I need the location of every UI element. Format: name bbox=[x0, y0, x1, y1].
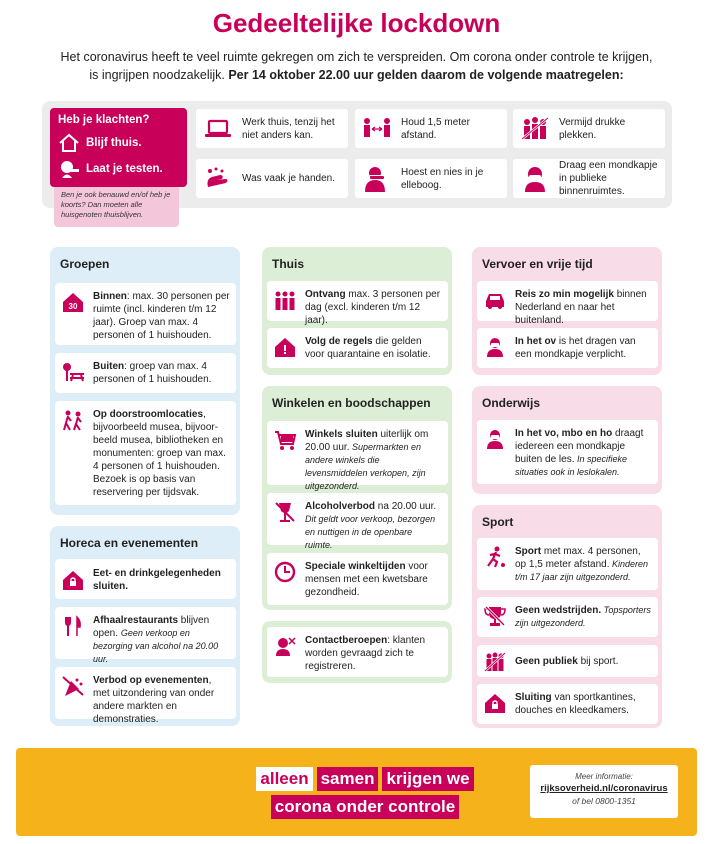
hairdresser-icon bbox=[273, 635, 297, 657]
vervoer-title: Vervoer en vrije tijd bbox=[482, 257, 593, 271]
card-vo-mbo-ho: In het vo, mbo en ho draagt iedereen een mondkapje buiten de les. In specifieke situaties ook in leslokalen. bbox=[477, 420, 658, 484]
sneeze-icon bbox=[361, 165, 393, 193]
measure-card-crowds: Vermijd drukke plekken. bbox=[513, 109, 665, 148]
runner-icon bbox=[483, 546, 507, 568]
card-wedstrijden: Geen wedstrijden. Topsporters zijn uitgezonderd. bbox=[477, 597, 658, 637]
card-buiten: Buiten: groep van max. 4 personen of 1 huishouden. bbox=[55, 353, 236, 393]
get-tested-text: Laat je testen. bbox=[86, 163, 163, 175]
measure-card-work-home: Werk thuis, tenzij het niet anders kan. bbox=[196, 109, 348, 148]
measure-card-handwash: Was vaak je handen. bbox=[196, 159, 348, 198]
mask-person-icon bbox=[483, 336, 507, 358]
card-binnen: 30 Binnen: max. 30 personen per ruimte (incl. kinderen t/m 12 jaar). Groep van max. 4 personen of 1 huishouden. bbox=[55, 283, 236, 345]
onderwijs-title: Onderwijs bbox=[482, 396, 541, 410]
laptop-icon bbox=[202, 115, 234, 143]
thuis-title: Thuis bbox=[272, 257, 304, 271]
card-sluiting: Sluiting van sportkantines, douches en kleedkamers. bbox=[477, 684, 658, 724]
card-regels: Volg de regels die gelden voor quarantaine en isolatie. bbox=[267, 328, 448, 368]
distance-icon bbox=[361, 115, 393, 143]
cutlery-icon bbox=[61, 615, 85, 637]
slogan bbox=[250, 767, 480, 823]
card-alcoholverbod: Alcoholverbod na 20.00 uur. Dit geldt voor verkoop, bezorgen en nuttigen in de openbare ruimte. bbox=[267, 493, 448, 545]
three-people-icon bbox=[273, 289, 297, 311]
handwash-icon bbox=[202, 165, 234, 193]
card-doorstroom: Op doorstroomlocaties, bijvoorbeeld musea, bijvoor-beeld musea, bibliotheken en monumenten: groep van max. 4 personen of 1 huishouden. Bezoek is op basis van reservering per tijdsvak. bbox=[55, 401, 236, 505]
house-lock-icon bbox=[483, 692, 507, 714]
shopping-cart-icon bbox=[273, 429, 297, 451]
mask-icon bbox=[519, 165, 551, 193]
stay-home-text: Blijf thuis. bbox=[86, 137, 142, 149]
page-title: Gedeeltelijke lockdown bbox=[212, 8, 501, 38]
groepen-title: Groepen bbox=[60, 257, 110, 271]
picnic-icon bbox=[61, 361, 85, 383]
no-events-icon bbox=[61, 675, 85, 697]
svg-text:30: 30 bbox=[68, 302, 78, 311]
intro-text: Het coronavirus heeft te veel ruimte gekregen om zich te verspreiden. Om corona onder controle te krijgen, is ingrijpen noodzakelijk. Per 14 oktober 22.00 uur gelden daarom de volgende maatregelen: bbox=[60, 50, 653, 82]
measure-card-mask: Draag een mondkapje in publieke binnenruimtes. bbox=[513, 159, 665, 198]
info-phone: of bel 0800-1351 bbox=[572, 796, 636, 806]
home-icon bbox=[58, 133, 80, 153]
measure-card-distance: Houd 1,5 meter afstand. bbox=[355, 109, 507, 148]
horeca-title: Horeca en evenementen bbox=[60, 536, 199, 550]
card-winkeltijden: Speciale winkeltijden voor mensen met een kwetsbare gezondheid. bbox=[267, 553, 448, 605]
crowd-icon bbox=[519, 115, 551, 143]
mask-person-icon bbox=[483, 428, 507, 450]
sport-title: Sport bbox=[482, 515, 514, 529]
card-ov: In het ov is het dragen van een mondkapje verplicht. bbox=[477, 328, 658, 368]
card-afhaal: Afhaalrestaurants blijven open. Geen verkoop en bezorging van alcohol na 20.00 uur. bbox=[55, 607, 236, 659]
card-contactberoepen: Contactberoepen: klanten worden gevraagd zich te registreren. bbox=[267, 627, 448, 677]
card-evenementen: Verbod op evenementen, met uitzondering van onder andere markten en demonstraties. bbox=[55, 667, 236, 719]
complaints-box bbox=[50, 108, 187, 187]
slogan-word: corona onder controle bbox=[271, 795, 459, 819]
info-box bbox=[530, 765, 678, 818]
slogan-word: alleen bbox=[256, 767, 312, 791]
test-icon bbox=[58, 159, 80, 179]
no-crowd-icon bbox=[483, 651, 507, 673]
house-lock-icon bbox=[61, 569, 85, 591]
house-alert-icon bbox=[273, 336, 297, 358]
walking-people-icon bbox=[61, 409, 85, 431]
house-30-icon bbox=[61, 291, 85, 313]
card-sport: Sport met max. 4 personen, op 1,5 meter afstand. Kinderen t/m 17 jaar zijn uitgezonderd. bbox=[477, 538, 658, 590]
measure-card-sneeze: Hoest en nies in je elleboog. bbox=[355, 159, 507, 198]
winkelen-title: Winkelen en boodschappen bbox=[272, 396, 431, 410]
clock-icon bbox=[273, 561, 297, 583]
no-trophy-icon bbox=[483, 605, 507, 627]
info-label: Meer informatie: bbox=[575, 772, 633, 781]
card-winkels-sluiten: Winkels sluiten uiterlijk om 20.00 uur. Supermarkten en andere winkels die levensmiddelen verkopen, zijn uitgezonderd. bbox=[267, 421, 448, 485]
complaints-note: Ben je ook benauwd en/of heb je koorts? Dan moeten alle huisgenoten thuisblijven. bbox=[54, 187, 179, 227]
card-publiek: Geen publiek bij sport. bbox=[477, 645, 658, 677]
info-url-link[interactable]: rijksoverheid.nl/coronavirus bbox=[540, 783, 668, 794]
slogan-word: krijgen we bbox=[382, 767, 473, 791]
slogan-word: samen bbox=[317, 767, 379, 791]
car-icon bbox=[483, 289, 507, 311]
card-ontvang: Ontvang max. 3 personen per dag (excl. kinderen t/m 12 jaar). bbox=[267, 281, 448, 321]
no-alcohol-icon bbox=[273, 501, 297, 523]
card-reis: Reis zo min mogelijk binnen Nederland en naar het buitenland. bbox=[477, 281, 658, 321]
complaints-title: Heb je klachten? bbox=[58, 114, 150, 126]
card-eet-drink: Eet- en drinkgelegenheden sluiten. bbox=[55, 559, 236, 599]
